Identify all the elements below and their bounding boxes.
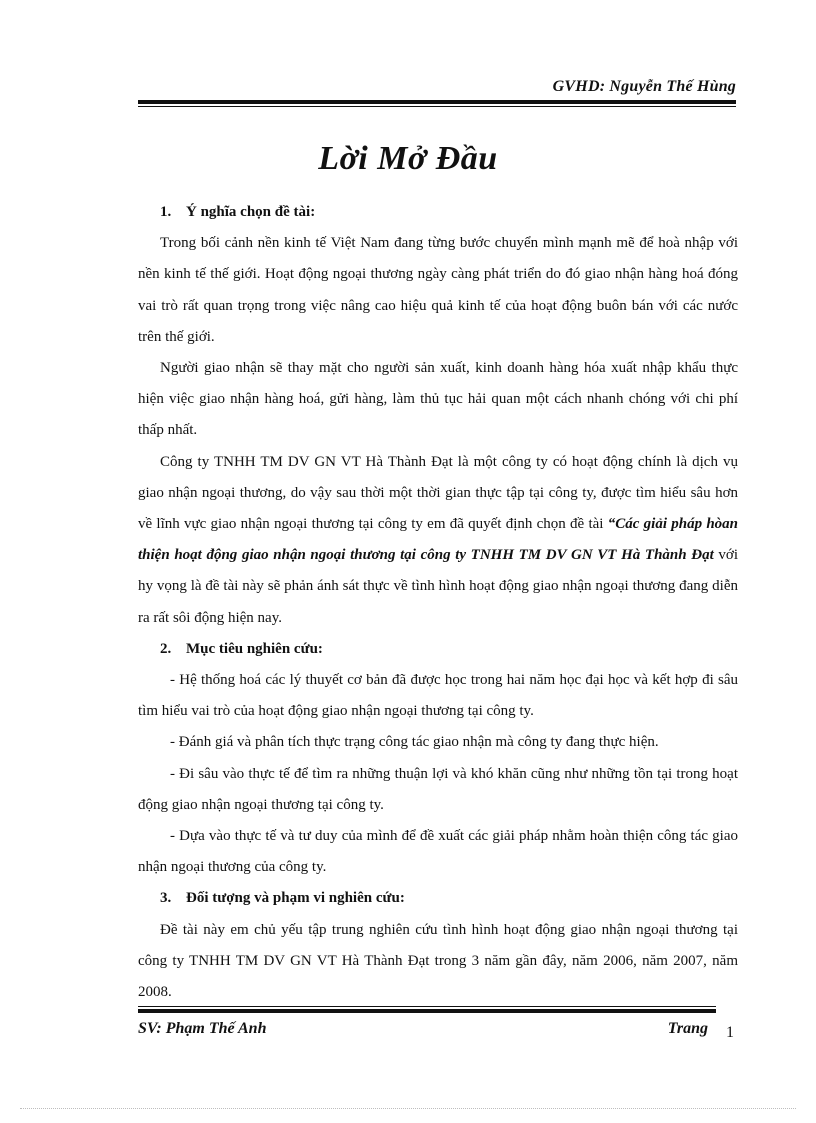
instructor-name: GVHD: Nguyễn Thế Hùng: [552, 78, 736, 95]
section-heading: 1. Ý nghĩa chọn đề tài:: [160, 204, 316, 220]
page-bottom-dotted-line: [20, 1108, 796, 1109]
header-rule-thin: [138, 106, 736, 107]
body-content: [138, 197, 738, 1008]
page-footer: [138, 1002, 738, 1042]
topic-title: “Các giải pháp hòan thiện hoạt động giao nhận ngoại thương tại công ty TNHH TM DV GN VT Hà Thành Đạt: [138, 516, 739, 564]
page-number: 1: [726, 1024, 734, 1041]
paragraph: Người giao nhận sẽ thay mặt cho người sản xuất, kinh doanh hàng hóa xuất nhập khẩu thực hiện việc giao nhận hàng hoá, gửi hàng, làm thủ tục hải quan một cách nhanh chóng với chi phí thấp nhất.: [138, 360, 738, 439]
paragraph: Đề tài này em chủ yếu tập trung nghiên cứu tình hình hoạt động giao nhận ngoại thương tại công ty TNHH TM DV GN VT Hà Thành Đạt trong 3 năm gần đây, năm 2006, năm 2007, năm 2008.: [138, 921, 738, 1001]
paragraph: Trong bối cảnh nền kinh tế Việt Nam đang từng bước chuyển mình mạnh mẽ để hoà nhập với nền kinh tế thế giới. Hoạt động ngoại thương ngày càng phát triển do đó giao nhận hàng hoá đóng vai trò rất quan trọng trong việc nâng cao hiệu quả kinh tế của hoạt động buôn bán với các nước trên thế giới.: [138, 235, 738, 345]
header-rule: [138, 100, 736, 104]
page-title: Lời Mở Đầu: [318, 140, 498, 177]
list-item: - Dựa vào thực tế và tư duy của mình để đề xuất các giải pháp nhằm hoàn thiện công tác giao nhận ngoại thương của công ty.: [138, 828, 738, 876]
list-item: - Đi sâu vào thực tế để tìm ra những thuận lợi và khó khăn cũng như những tồn tại trong hoạt động giao nhận ngoại thương tại công ty.: [138, 765, 738, 813]
paragraph: Công ty TNHH TM DV GN VT Hà Thành Đạt là một công ty có hoạt động chính là dịch vụ giao nhận ngoại thương, do vậy sau thời một thời gian thực tập tại công ty, được tìm hiểu sâu hơn về lĩnh vực giao nhận ngoại thương tại công ty em đã quyết định chọn đề tài “Các giải pháp hòan thiện hoạt động giao nhận ngoại thương tại công ty TNHH TM DV GN VT Hà Thành Đạt với hy vọng là đề tài này sẽ phản ánh sát thực về tình hình hoạt động giao nhận ngoại thương đang diễn ra rất sôi động hiện nay.: [138, 453, 739, 626]
list-item: - Hệ thống hoá các lý thuyết cơ bản đã được học trong hai năm học đại học và kết hợp đi sâu tìm hiểu vai trò của hoạt động giao nhận ngoại thương tại công ty.: [138, 672, 738, 720]
footer-rule-thin: [138, 1006, 716, 1007]
footer-rule: [138, 1009, 716, 1013]
page-header: [138, 78, 736, 108]
list-item: - Đánh giá và phân tích thực trạng công tác giao nhận mà công ty đang thực hiện.: [170, 734, 659, 751]
section-heading: 2. Mục tiêu nghiên cứu:: [160, 640, 323, 657]
section-heading: 3. Đối tượng và phạm vi nghiên cứu:: [160, 890, 405, 907]
student-name: SV: Phạm Thế Anh: [138, 1020, 267, 1037]
page-label: Trang: [667, 1020, 708, 1037]
